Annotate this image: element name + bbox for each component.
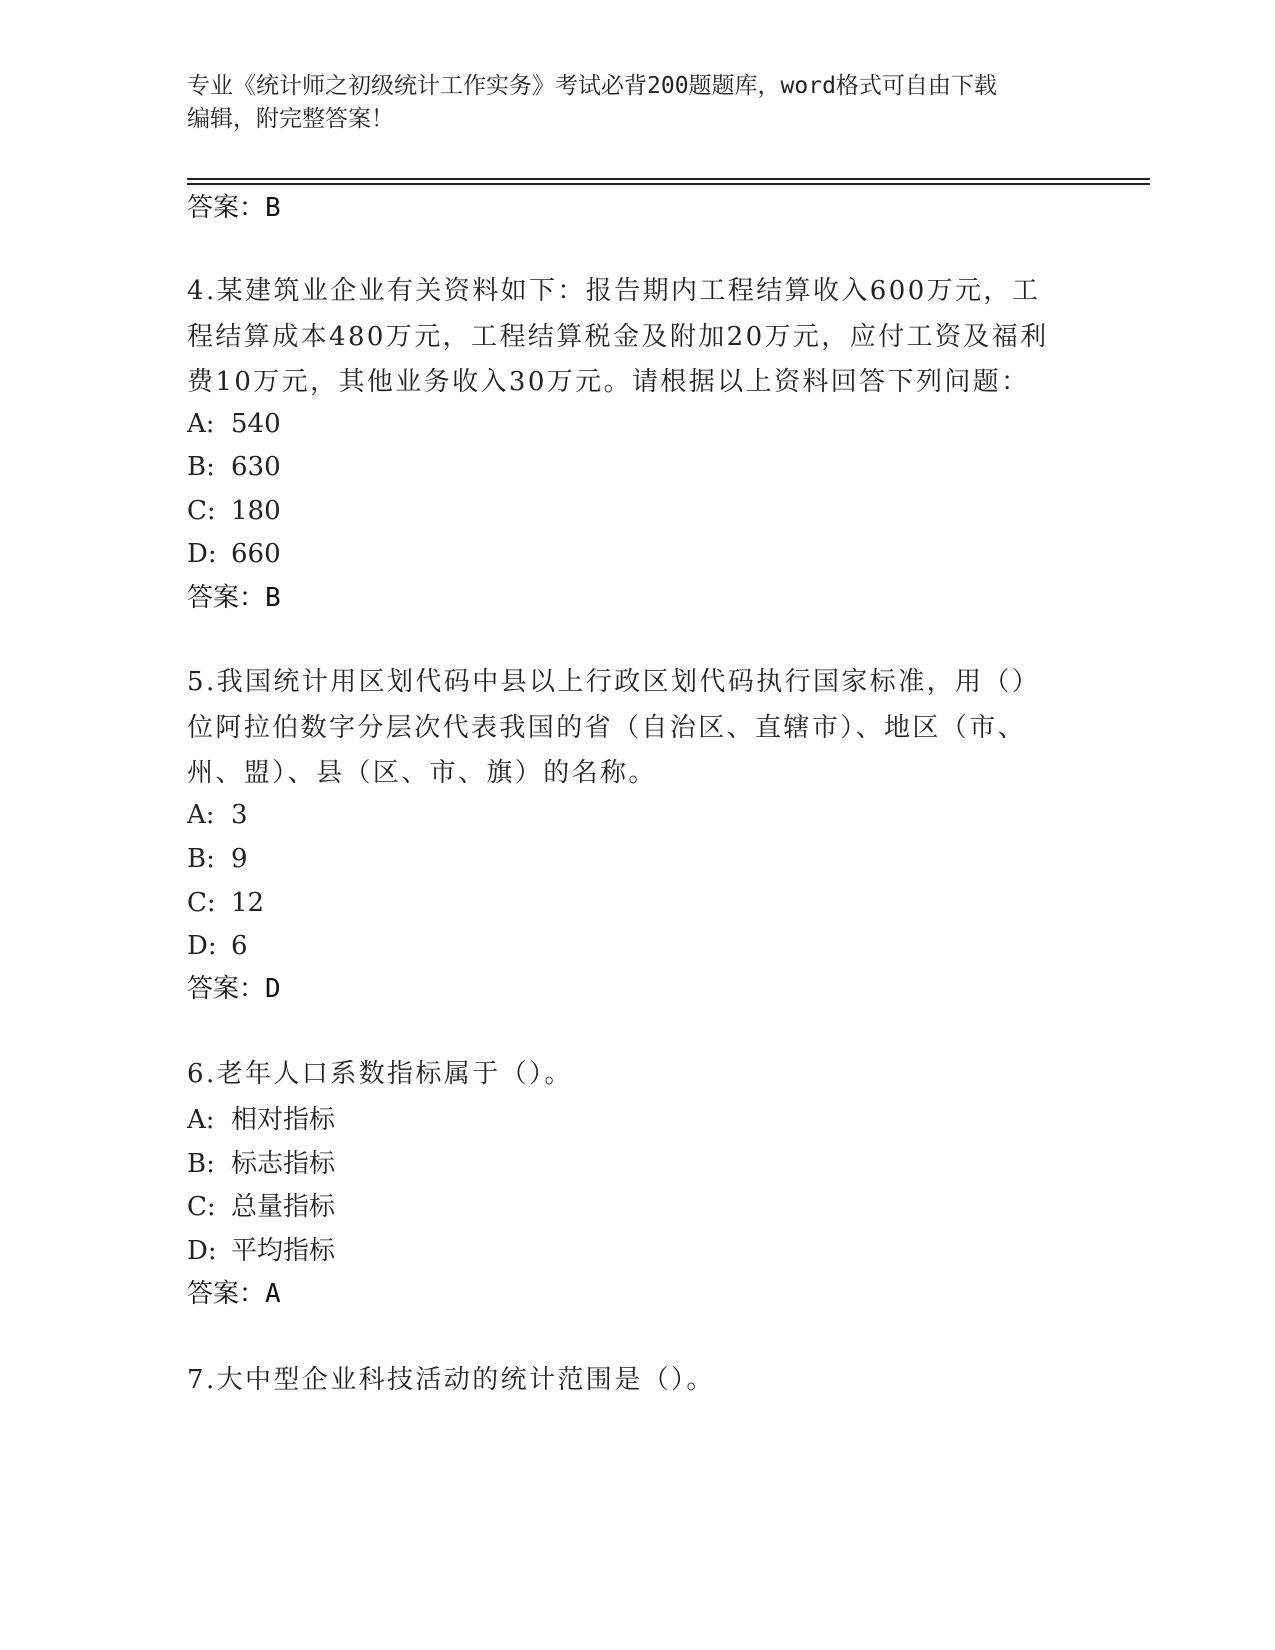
option-text: 3 [231,800,248,830]
header-line-1: 专业《统计师之初级统计工作实务》考试必背200题题库，word格式可自由下载 [187,73,997,99]
question-4-line-2: 程结算成本480万元，工程结算税金及附加20万元，应付工资及福利 [187,321,1049,352]
question-6-answer: 答案：A [187,1279,281,1309]
header-divider-bottom [187,183,1150,185]
option-text: 630 [231,452,281,482]
question-5-option-b [187,841,248,877]
question-4-option-d [187,536,281,572]
option-label: A: [187,800,215,830]
question-5-option-c [187,885,264,921]
option-text: 总量指标 [231,1192,336,1222]
option-text: 标志指标 [231,1149,336,1179]
question-5-text [187,660,1067,797]
header-line-2: 编辑，附完整答案！ [187,106,394,132]
question-6-text [187,1052,1067,1098]
option-label: B: [187,844,215,874]
question-5-line-1: 5.我国统计用区划代码中县以上行政区划代码执行国家标准，用（） [187,667,1041,697]
option-label: C: [187,1192,216,1222]
option-label: A: [187,409,215,439]
option-text: 6 [231,931,248,961]
question-4-option-b [187,449,281,485]
question-4-line-3: 费10万元，其他业务收入30万元。请根据以上资料回答下列问题： [187,367,1030,397]
question-5-line-2: 位阿拉伯数字分层次代表我国的省（自治区、直辖市）、地区（市、 [187,712,1027,743]
option-text: 平均指标 [231,1236,336,1266]
question-5-option-a [187,797,248,833]
question-6-option-b [187,1146,335,1182]
previous-answer: 答案：B [187,193,281,223]
document-header [187,70,1087,136]
option-text: 9 [231,844,248,874]
option-label: B: [187,452,215,482]
question-4-line-1: 4.某建筑业企业有关资料如下：报告期内工程结算收入600万元，工 [187,276,1041,306]
option-label: C: [187,496,216,526]
header-divider-top [187,178,1150,180]
option-text: 12 [231,888,265,918]
option-label: D: [187,1236,217,1266]
question-6-option-c [187,1189,335,1225]
question-4-option-c [187,493,281,529]
question-7-text [187,1358,1067,1404]
question-5-answer: 答案：D [187,974,281,1004]
option-label: B: [187,1149,215,1179]
option-label: D: [187,931,217,961]
question-6-option-d [187,1233,335,1269]
question-5-line-3: 州、盟）、县（区、市、旗）的名称。 [187,758,657,788]
question-7-line-1: 7.大中型企业科技活动的统计范围是（）。 [187,1365,715,1395]
question-5-option-d [187,928,248,964]
question-4-text [187,269,1067,406]
option-label: A: [187,1105,215,1135]
option-text: 660 [231,539,281,569]
option-label: C: [187,888,216,918]
option-label: D: [187,539,217,569]
question-4-option-a [187,406,281,442]
question-6-option-a [187,1102,335,1138]
option-text: 180 [231,496,281,526]
question-4-answer: 答案：B [187,583,281,613]
option-text: 540 [231,409,281,439]
option-text: 相对指标 [231,1105,336,1135]
question-6-line-1: 6.老年人口系数指标属于（）。 [187,1059,573,1089]
